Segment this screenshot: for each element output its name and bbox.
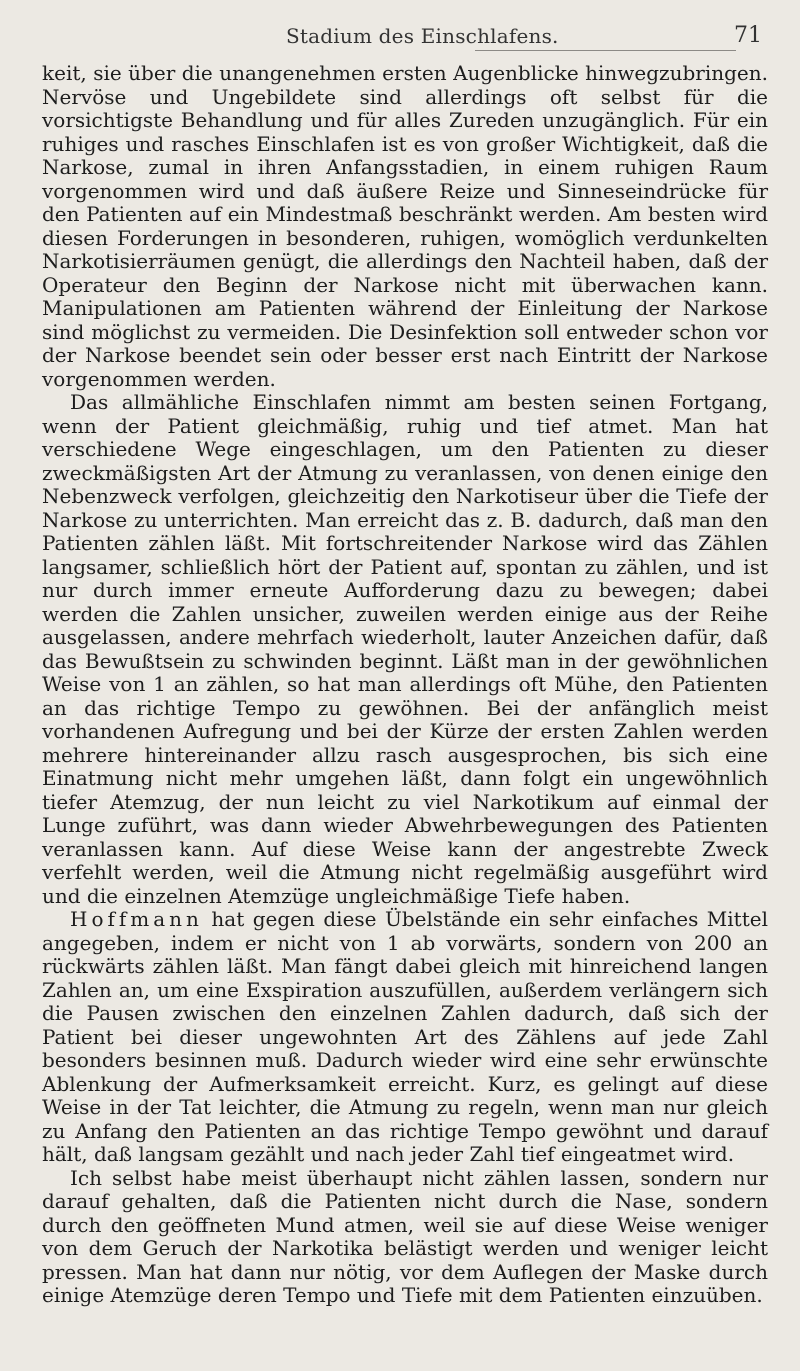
paragraph [42,391,768,908]
body-text [42,62,768,1308]
paragraph [42,1167,768,1308]
page-number: 71 [734,23,762,48]
paragraph [42,908,768,1167]
running-title: Stadium des Einschlafens. [286,24,559,48]
header-rule [475,50,736,51]
paragraph-text: Ich selbst habe meist überhaupt nicht zählen lassen, sondern nur darauf gehalten, daß die Patienten nicht durch die Nase, sondern durch den geöffneten Mund atmen, weil sie auf diese Weise weniger von dem Geruch der Narkotika belästigt werden und weniger leicht pressen. Man hat dann nur nötig, vor dem Auflegen der Maske durch einige Atemzüge deren Tempo und Tiefe mit dem Patienten einzuüben. [42,1165,768,1307]
paragraph-text: keit, sie über die unangenehmen ersten Augenblicke hinwegzubringen. Nervöse und Ungebildete sind allerdings oft selbst für die vorsichtigste Behandlung und für alles Zureden unzugänglich. Für ein ruhiges und rasches Einschlafen ist es von großer Wichtigkeit, daß die Narkose, zumal in ihren Anfangsstadien, in einem ruhigen Raum vorgenommen wird und daß äußere Reize und Sinneseindrücke für den Patienten auf ein Mindestmaß beschränkt werden. Am besten wird diesen Forderungen in besonderen, ruhigen, womöglich verdunkelten Narkotisierräumen genügt, die allerdings den Nachteil haben, daß der Operateur den Beginn der Narkose nicht mit überwachen kann. Manipulationen am Patienten während der Einleitung der Narkose sind möglichst zu vermeiden. Die Desinfektion soll entweder schon vor der Narkose beendet sein oder besser erst nach Eintritt der Narkose vorgenommen werden. [42,61,768,391]
author-name: Hoffmann [70,907,203,931]
paragraph-text: Das allmähliche Einschlafen nimmt am besten seinen Fortgang, wenn der Patient gleichmäßig, ruhig und tief atmet. Man hat verschiedene Wege eingeschlagen, um den Patienten zu dieser zweckmäßigsten Art der Atmung zu veranlassen, von denen einige den Nebenzweck verfolgen, gleichzeitig den Narkotiseur über die Tiefe der Narkose zu unterrichten. Man erreicht das z. B. dadurch, daß man den Patienten zählen läßt. Mit fortschreitender Narkose wird das Zählen langsamer, schließlich hört der Patient auf, spontan zu zählen, und ist nur durch immer erneute Aufforderung dazu zu bewegen; dabei werden die Zahlen unsicher, zuweilen werden einige aus der Reihe ausgelassen, andere mehrfach wiederholt, lauter Anzeichen dafür, daß das Bewußtsein zu schwinden beginnt. Läßt man in der gewöhnlichen Weise von 1 an zählen, so hat man allerdings oft Mühe, den Patienten an das richtige Tempo zu gewöhnen. Bei der anfänglich meist vorhandenen Aufregung und bei der Kürze der ersten Zahlen werden mehrere hintereinander allzu rasch ausgesprochen, bis sich eine Einatmung nicht mehr umgehen läßt, dann folgt ein ungewöhnlich tiefer Atemzug, der nun leicht zu viel Narkotikum auf einmal der Lunge zuführt, was dann wieder Abwehrbewegungen des Patienten veranlassen kann. Auf diese Weise kann der angestrebte Zweck verfehlt werden, weil die Atmung nicht regelmäßig ausgeführt wird und die einzelnen Atemzüge ungleichmäßige Tiefe haben. [42,390,768,908]
paragraph-continued [42,62,768,391]
paragraph-text: hat gegen diese Übelstände ein sehr einfaches Mittel angegeben, indem er nicht von 1 ab vorwärts, sondern von 200 an rückwärts zählen läßt. Man fängt dabei gleich mit hinreichend langen Zahlen an, um eine Exspiration auszufüllen, außerdem verlängern sich die Pausen zwischen den einzelnen Zahlen dadurch, daß sich der Patient bei dieser ungewohnten Art des Zählens auf jede Zahl besonders besinnen muß. Dadurch wieder wird eine sehr erwünschte Ablenkung der Aufmerksamkeit erreicht. Kurz, es gelingt auf diese Weise in der Tat leichter, die Atmung zu regeln, wenn man nur gleich zu Anfang den Patienten an das richtige Tempo gewöhnt und darauf hält, daß langsam gezählt und nach jeder Zahl tief eingeatmet wird. [42,907,768,1166]
running-head [0,20,800,54]
